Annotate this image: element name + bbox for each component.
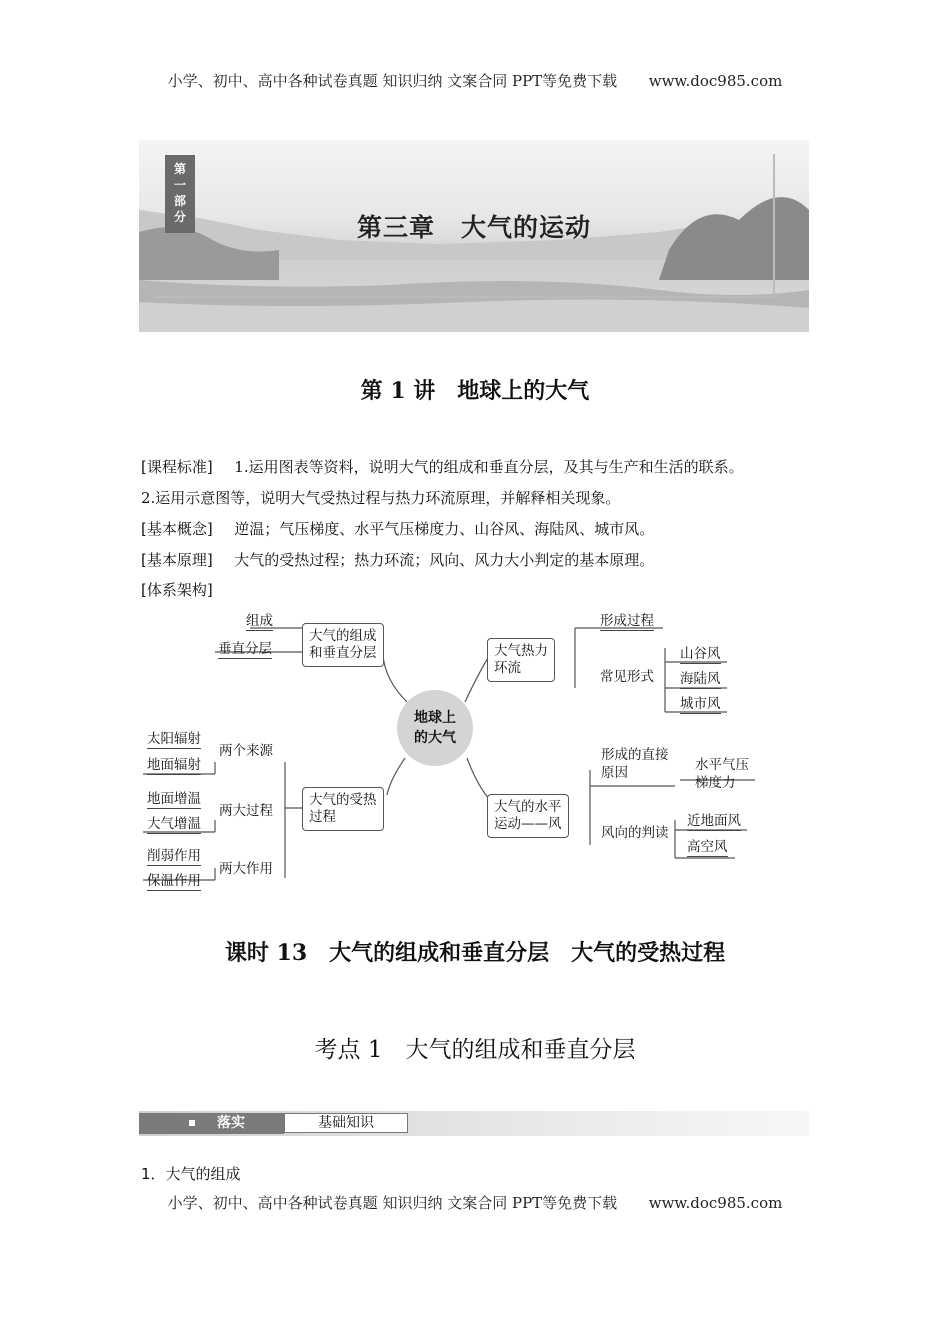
tag-char: 部	[173, 194, 186, 208]
section-light-label: 基础知识	[284, 1113, 408, 1133]
footer-url: www.doc985.com	[648, 1194, 783, 1212]
composition-box	[302, 623, 384, 667]
cause-line: 梯度力	[695, 775, 736, 791]
header-url: www.doc985.com	[648, 72, 783, 90]
concept-label: [基本概念]	[141, 520, 213, 538]
heating-group-label: 两个来源	[219, 743, 273, 759]
circulation-box	[487, 638, 555, 682]
mind-map	[135, 600, 775, 900]
page-footer	[0, 1192, 950, 1213]
cause-label-line: 原因	[601, 765, 628, 781]
section-dark-label: 落实	[217, 1115, 245, 1131]
box-line: 大气的受热	[309, 792, 377, 808]
box-line: 运动——风	[494, 816, 562, 832]
concept-text: 逆温；气压梯度、水平气压梯度力、山谷风、海陆风、城市风。	[234, 520, 655, 538]
item-heading: 1．大气的组成	[141, 1165, 241, 1183]
course-text-2: 2.运用示意图等，说明大气受热过程与热力环流原理，并解释相关现象。	[141, 489, 621, 507]
composition-item: 组成	[246, 613, 273, 629]
heating-box	[302, 787, 384, 831]
center-line: 的大气	[414, 730, 456, 746]
chapter-title: 第三章 大气的运动	[356, 213, 591, 242]
principle-label: [基本原理]	[141, 551, 213, 569]
cause-label	[601, 746, 669, 782]
kaodian-title: 考点 1 大气的组成和垂直分层	[314, 1037, 636, 1063]
heating-item: 大气增温	[147, 816, 201, 832]
chapter-banner	[139, 140, 809, 332]
section-bar	[139, 1111, 809, 1136]
box-line: 过程	[309, 809, 336, 825]
framework-label	[141, 580, 213, 600]
course-text-1: 1.运用图表等资料，说明大气的组成和垂直分层，及其与生产和生活的联系。	[234, 458, 744, 476]
direction-label: 风向的判读	[601, 825, 669, 841]
cause-value	[695, 756, 749, 792]
direction-item: 近地面风	[687, 813, 741, 829]
box-line: 和垂直分层	[309, 645, 377, 661]
box-line: 大气的水平	[494, 799, 562, 815]
footer-text: 小学、初中、高中各种试卷真题 知识归纳 文案合同 PPT等免费下载	[167, 1194, 618, 1212]
form-item: 城市风	[680, 696, 721, 712]
course-standard	[141, 457, 744, 477]
heating-item: 保温作用	[147, 873, 201, 889]
common-forms-label: 常见形式	[600, 669, 654, 685]
header-text: 小学、初中、高中各种试卷真题 知识归纳 文案合同 PPT等免费下载	[167, 72, 618, 90]
principle-text: 大气的受热过程；热力环流；风向、风力大小判定的基本原理。	[234, 551, 655, 569]
heating-item: 太阳辐射	[147, 731, 201, 747]
lesson-title: 课时 13 大气的组成和垂直分层 大气的受热过程	[224, 940, 726, 966]
basic-principle	[141, 550, 654, 570]
vertical-layer-item: 垂直分层	[218, 641, 272, 657]
tag-char: 一	[173, 178, 186, 192]
course-label: [课程标准]	[141, 458, 213, 476]
form-item: 海陆风	[680, 671, 721, 687]
section-bar-dark	[139, 1113, 284, 1134]
page-header	[0, 70, 950, 91]
heating-item: 地面增温	[147, 791, 201, 807]
lecture-title: 第 1 讲 地球上的大气	[360, 378, 590, 404]
framework-label-text: [体系架构]	[141, 581, 213, 599]
formation-process: 形成过程	[600, 613, 654, 629]
form-item: 山谷风	[680, 646, 721, 662]
heating-item: 地面辐射	[147, 757, 201, 773]
box-line: 大气的组成	[309, 628, 377, 644]
center-node	[397, 690, 473, 766]
center-line: 地球上	[414, 710, 456, 726]
heating-group-label: 两大过程	[219, 803, 273, 819]
cause-line: 水平气压	[695, 757, 749, 773]
tag-char: 分	[173, 210, 186, 224]
square-bullet-icon	[189, 1120, 195, 1126]
heating-item: 削弱作用	[147, 848, 201, 864]
box-line: 大气热力	[494, 643, 548, 659]
direction-item: 高空风	[687, 839, 728, 855]
basic-concept	[141, 519, 654, 539]
cause-label-line: 形成的直接	[601, 747, 669, 763]
box-line: 环流	[494, 660, 521, 676]
tag-char: 第	[173, 162, 186, 176]
wind-box	[487, 794, 569, 838]
heating-group-label: 两大作用	[219, 861, 273, 877]
